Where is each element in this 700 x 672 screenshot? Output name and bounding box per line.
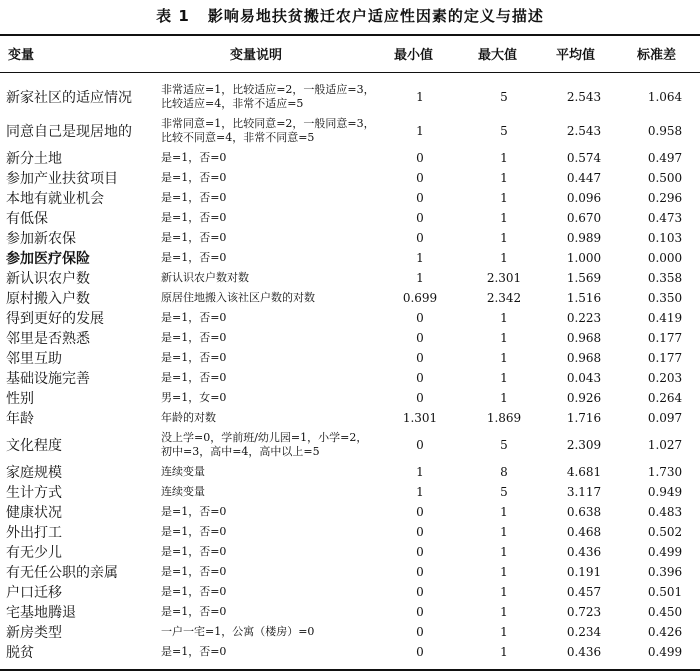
max-value-cell: 8 — [500, 465, 508, 479]
min-value-cell: 1 — [416, 485, 424, 499]
max-value-cell: 1 — [500, 331, 508, 345]
max-value-cell: 1 — [500, 351, 508, 365]
max-value-cell: 1 — [500, 605, 508, 619]
max-value-cell: 1 — [500, 505, 508, 519]
max-value-cell: 5 — [500, 124, 508, 138]
max-value-cell: 1 — [500, 645, 508, 659]
min-value-cell: 0 — [416, 505, 424, 519]
table-row — [0, 348, 700, 368]
header-min: 最小值 — [394, 48, 434, 63]
sd-value-cell: 0.396 — [647, 565, 683, 579]
sd-value-cell: 0.426 — [647, 625, 683, 639]
variable-description-cell: 是=1，否=0 — [161, 191, 227, 204]
variable-description-cell: 年龄的对数 — [161, 411, 216, 424]
header-description: 变量说明 — [230, 48, 283, 63]
variable-description-cell: 是=1，否=0 — [161, 505, 227, 518]
variable-name-cell: 宅基地腾退 — [6, 605, 76, 621]
mean-value-cell: 1.000 — [566, 251, 602, 265]
mean-value-cell: 1.716 — [566, 411, 602, 425]
variable-description-cell: 是=1，否=0 — [161, 231, 227, 244]
table-title: 影响易地扶贫搬迁农户适应性因素的定义与描述 — [207, 7, 544, 25]
variable-description-cell: 是=1，否=0 — [161, 311, 227, 324]
sd-value-cell: 0.497 — [647, 151, 683, 165]
sd-value-cell: 0.949 — [647, 485, 683, 499]
mean-value-cell: 2.543 — [566, 90, 602, 104]
min-value-cell: 0 — [416, 351, 424, 365]
variable-description-cell: 是=1，否=0 — [161, 565, 227, 578]
max-value-cell: 1 — [500, 545, 508, 559]
variable-description-cell: 原居住地搬入该社区户数的对数 — [161, 291, 315, 304]
variable-name-cell: 参加新农保 — [6, 231, 76, 247]
table-row — [0, 308, 700, 328]
sd-value-cell: 0.502 — [647, 525, 683, 539]
mean-value-cell: 1.516 — [566, 291, 602, 305]
variable-description-cell: 男=1，女=0 — [161, 391, 227, 404]
variable-name-cell: 年龄 — [6, 411, 34, 427]
sd-value-cell: 0.177 — [647, 331, 683, 345]
variable-name-cell: 邻里互助 — [6, 351, 62, 367]
min-value-cell: 1 — [416, 271, 424, 285]
variable-description-cell: 是=1，否=0 — [161, 331, 227, 344]
table-row — [0, 542, 700, 562]
table-row — [0, 582, 700, 602]
max-value-cell: 1 — [500, 625, 508, 639]
table-row — [0, 482, 700, 502]
mean-value-cell: 0.638 — [566, 505, 602, 519]
table-row — [0, 388, 700, 408]
variable-name-cell: 参加产业扶贫项目 — [6, 171, 118, 187]
min-value-cell: 0 — [416, 391, 424, 405]
mean-value-cell: 0.670 — [566, 211, 602, 225]
mean-value-cell: 0.447 — [566, 171, 602, 185]
sd-value-cell: 0.419 — [647, 311, 683, 325]
table-row — [0, 522, 700, 542]
mean-value-cell: 0.968 — [566, 331, 602, 345]
sd-value-cell: 0.958 — [647, 124, 683, 138]
sd-value-cell: 0.296 — [647, 191, 683, 205]
min-value-cell: 0 — [416, 211, 424, 225]
sd-value-cell: 1.730 — [647, 465, 683, 479]
max-value-cell: 1 — [500, 231, 508, 245]
table-row — [0, 602, 700, 622]
top-rule — [0, 34, 700, 36]
max-value-cell: 1 — [500, 171, 508, 185]
variable-description-cell: 连续变量 — [161, 465, 205, 478]
variable-name-cell: 本地有就业机会 — [6, 191, 104, 207]
mean-value-cell: 0.926 — [566, 391, 602, 405]
table-row — [0, 114, 700, 148]
sd-value-cell: 0.000 — [647, 251, 683, 265]
min-value-cell: 1 — [416, 124, 424, 138]
mean-value-cell: 0.457 — [566, 585, 602, 599]
variable-description-cell: 是=1，否=0 — [161, 351, 227, 364]
variable-name-cell: 原村搬入户数 — [6, 291, 90, 307]
mean-value-cell: 0.968 — [566, 351, 602, 365]
max-value-cell: 1 — [500, 525, 508, 539]
min-value-cell: 0 — [416, 565, 424, 579]
variable-name-cell: 有低保 — [6, 211, 48, 227]
variable-description-cell: 是=1，否=0 — [161, 585, 227, 598]
sd-value-cell: 0.358 — [647, 271, 683, 285]
max-value-cell: 2.301 — [486, 271, 522, 285]
sd-value-cell: 0.500 — [647, 171, 683, 185]
variable-description-cell: 是=1，否=0 — [161, 605, 227, 618]
header-variable: 变量 — [8, 48, 35, 63]
sd-value-cell: 0.350 — [647, 291, 683, 305]
min-value-cell: 1 — [416, 251, 424, 265]
table-body — [0, 80, 700, 662]
mean-value-cell: 0.723 — [566, 605, 602, 619]
variable-description-cell: 连续变量 — [161, 485, 205, 498]
variable-description-cell: 非常同意=1，比较同意=2，一般同意=3，比较不同意=4，非常不同意=5 — [161, 117, 375, 144]
variable-name-cell: 基础设施完善 — [6, 371, 90, 387]
max-value-cell: 2.342 — [486, 291, 522, 305]
sd-value-cell: 0.177 — [647, 351, 683, 365]
table-row — [0, 80, 700, 114]
header-mean: 平均值 — [556, 48, 596, 63]
max-value-cell: 5 — [500, 485, 508, 499]
bottom-rule — [0, 669, 700, 671]
min-value-cell: 0 — [416, 311, 424, 325]
mean-value-cell: 0.223 — [566, 311, 602, 325]
sd-value-cell: 1.064 — [647, 90, 683, 104]
min-value-cell: 0 — [416, 585, 424, 599]
table-row — [0, 168, 700, 188]
table-row — [0, 502, 700, 522]
mean-value-cell: 0.436 — [566, 545, 602, 559]
min-value-cell: 0 — [416, 605, 424, 619]
min-value-cell: 0 — [416, 625, 424, 639]
variable-name-cell: 户口迁移 — [6, 585, 62, 601]
max-value-cell: 1 — [500, 391, 508, 405]
variable-name-cell: 得到更好的发展 — [6, 311, 104, 327]
table-row — [0, 462, 700, 482]
sd-value-cell: 0.203 — [647, 371, 683, 385]
min-value-cell: 0 — [416, 645, 424, 659]
table-row — [0, 428, 700, 462]
sd-value-cell: 0.450 — [647, 605, 683, 619]
table-row — [0, 268, 700, 288]
variable-description-cell: 是=1，否=0 — [161, 525, 227, 538]
mean-value-cell: 0.191 — [566, 565, 602, 579]
min-value-cell: 0.699 — [402, 291, 438, 305]
min-value-cell: 0 — [416, 438, 424, 452]
table-row — [0, 622, 700, 642]
min-value-cell: 0 — [416, 331, 424, 345]
variable-description-cell: 非常适应=1，比较适应=2，一般适应=3，比较适应=4，非常不适应=5 — [161, 83, 375, 110]
variable-description-cell: 是=1，否=0 — [161, 211, 227, 224]
header-max: 最大值 — [478, 48, 518, 63]
data-table — [0, 80, 700, 662]
variable-description-cell: 新认识农户数对数 — [161, 271, 249, 284]
mean-value-cell: 3.117 — [566, 485, 602, 499]
variable-name-cell: 邻里是否熟悉 — [6, 331, 90, 347]
table-row — [0, 368, 700, 388]
variable-name-cell: 新家社区的适应情况 — [6, 90, 132, 106]
variable-description-cell: 是=1，否=0 — [161, 371, 227, 384]
table-caption — [0, 5, 700, 26]
max-value-cell: 1 — [500, 211, 508, 225]
variable-description-cell: 是=1，否=0 — [161, 545, 227, 558]
table-row — [0, 288, 700, 308]
variable-name-cell: 生计方式 — [6, 485, 62, 501]
min-value-cell: 0 — [416, 231, 424, 245]
variable-description-cell: 是=1，否=0 — [161, 151, 227, 164]
sd-value-cell: 0.103 — [647, 231, 683, 245]
mean-value-cell: 0.574 — [566, 151, 602, 165]
sd-value-cell: 0.264 — [647, 391, 683, 405]
max-value-cell: 1 — [500, 565, 508, 579]
min-value-cell: 0 — [416, 371, 424, 385]
mean-value-cell: 4.681 — [566, 465, 602, 479]
header-sd: 标准差 — [637, 48, 677, 63]
sd-value-cell: 0.483 — [647, 505, 683, 519]
variable-description-cell: 是=1，否=0 — [161, 645, 227, 658]
variable-name-cell: 有无少儿 — [6, 545, 62, 561]
variable-description-cell: 是=1，否=0 — [161, 251, 227, 264]
variable-name-cell: 参加医疗保险 — [6, 251, 90, 267]
max-value-cell: 1 — [500, 251, 508, 265]
max-value-cell: 1.869 — [486, 411, 522, 425]
variable-name-cell: 有无任公职的亲属 — [6, 565, 118, 581]
max-value-cell: 1 — [500, 371, 508, 385]
max-value-cell: 5 — [500, 90, 508, 104]
mean-value-cell: 1.569 — [566, 271, 602, 285]
variable-name-cell: 新分土地 — [6, 151, 62, 167]
variable-description-cell: 一户一宅=1，公寓（楼房）=0 — [161, 625, 315, 638]
mean-value-cell: 0.043 — [566, 371, 602, 385]
sd-value-cell: 0.501 — [647, 585, 683, 599]
variable-name-cell: 同意自己是现居地的 — [6, 124, 132, 140]
table-row — [0, 148, 700, 168]
sd-value-cell: 0.097 — [647, 411, 683, 425]
mean-value-cell: 0.468 — [566, 525, 602, 539]
table-row — [0, 208, 700, 228]
variable-name-cell: 新房类型 — [6, 625, 62, 641]
min-value-cell: 0 — [416, 151, 424, 165]
min-value-cell: 1 — [416, 465, 424, 479]
max-value-cell: 5 — [500, 438, 508, 452]
min-value-cell: 0 — [416, 191, 424, 205]
mean-value-cell: 2.309 — [566, 438, 602, 452]
min-value-cell: 1.301 — [402, 411, 438, 425]
table-row — [0, 248, 700, 268]
max-value-cell: 1 — [500, 585, 508, 599]
min-value-cell: 1 — [416, 90, 424, 104]
table-row — [0, 188, 700, 208]
variable-name-cell: 文化程度 — [6, 438, 62, 454]
table-number: 表 1 — [156, 7, 190, 25]
max-value-cell: 1 — [500, 151, 508, 165]
min-value-cell: 0 — [416, 525, 424, 539]
mean-value-cell: 2.543 — [566, 124, 602, 138]
variable-name-cell: 家庭规模 — [6, 465, 62, 481]
table-row — [0, 408, 700, 428]
mean-value-cell: 0.234 — [566, 625, 602, 639]
mean-value-cell: 0.096 — [566, 191, 602, 205]
max-value-cell: 1 — [500, 311, 508, 325]
sd-value-cell: 1.027 — [647, 438, 683, 452]
min-value-cell: 0 — [416, 545, 424, 559]
sd-value-cell: 0.499 — [647, 545, 683, 559]
table-row — [0, 642, 700, 662]
variable-name-cell: 新认识农户数 — [6, 271, 90, 287]
table-row — [0, 562, 700, 582]
variable-name-cell: 外出打工 — [6, 525, 62, 541]
variable-name-cell: 健康状况 — [6, 505, 62, 521]
max-value-cell: 1 — [500, 191, 508, 205]
sd-value-cell: 0.473 — [647, 211, 683, 225]
variable-description-cell: 是=1，否=0 — [161, 171, 227, 184]
min-value-cell: 0 — [416, 171, 424, 185]
variable-description-cell: 没上学=0，学前班/幼儿园=1，小学=2，初中=3，高中=4，高中以上=5 — [161, 431, 368, 458]
header-rule — [0, 72, 700, 73]
mean-value-cell: 0.989 — [566, 231, 602, 245]
table-row — [0, 228, 700, 248]
variable-name-cell: 脱贫 — [6, 645, 34, 661]
variable-name-cell: 性别 — [6, 391, 34, 407]
table-row — [0, 328, 700, 348]
sd-value-cell: 0.499 — [647, 645, 683, 659]
mean-value-cell: 0.436 — [566, 645, 602, 659]
